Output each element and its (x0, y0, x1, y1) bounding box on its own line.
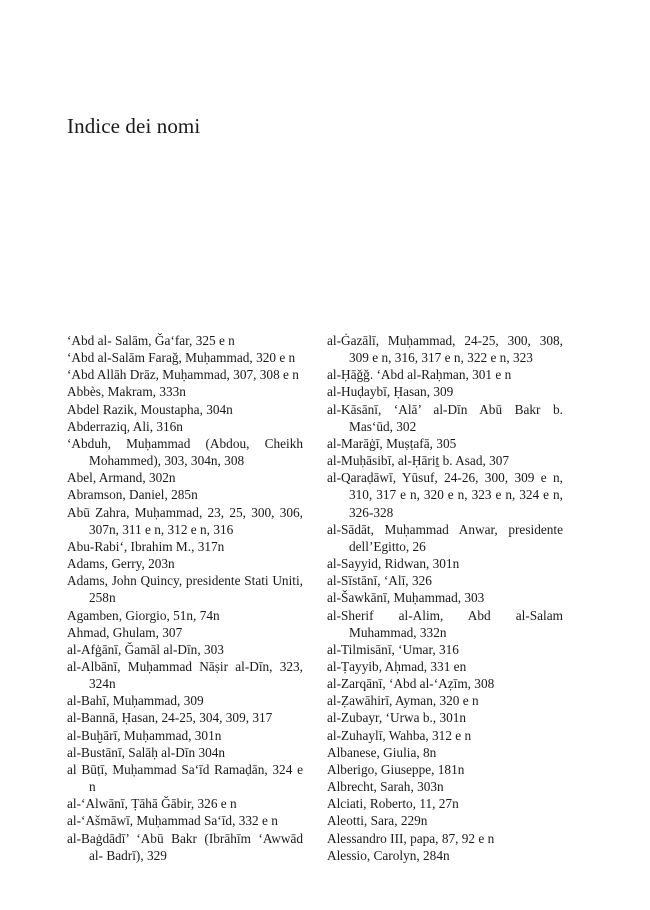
index-entry: Albrecht, Sarah, 303n (327, 779, 444, 795)
index-entry: ‘Abduh, Muḥammad (Abdou, Cheikh Mohammed), 303, 304n, 308 (67, 435, 303, 469)
index-entry: Alberigo, Giuseppe, 181n (327, 761, 465, 777)
index-entry: Abbès, Makram, 333n (67, 384, 186, 400)
index-entry: al-Šawkānī, Muḥammad, 303 (327, 590, 485, 606)
page-title: Indice dei nomi (67, 114, 201, 138)
index-entry: Ahmad, Ghulam, 307 (67, 624, 183, 640)
index-entry: Abdel Razik, Moustapha, 304n (67, 401, 233, 417)
index-entry: Abu-Rabi‘, Ibrahim M., 317n (67, 538, 225, 554)
index-column-left (67, 332, 303, 864)
index-entry: ‘Abd al-Salām Farağ, Muḥammad, 320 e n (67, 350, 296, 366)
index-entry: al-Tilmisānī, ‘Umar, 316 (327, 641, 459, 657)
index-entry: Alessandro III, papa, 87, 92 e n (327, 830, 495, 846)
index-entry: al-Bustānī, Salāḥ al-Dīn 304n (67, 744, 226, 760)
index-entry: al-Bannā, Ḥasan, 24-25, 304, 309, 317 (67, 710, 273, 726)
index-column-right (327, 332, 563, 864)
index-entry: Abramson, Daniel, 285n (67, 487, 198, 503)
index-entry: Agamben, Giorgio, 51n, 74n (67, 607, 220, 623)
index-entry: al-Zarqānī, ‘Abd al-‘Aẓīm, 308 (327, 676, 495, 692)
index-entry: Abderraziq, Ali, 316n (67, 418, 183, 434)
index-entry: Aleotti, Sara, 229n (327, 813, 428, 829)
index-entry: al-Huḍaybī, Ḥasan, 309 (327, 384, 454, 400)
index-entry: al Būṭī, Muḥammad Sa‘īd Ramaḍān, 324 e n (67, 761, 303, 795)
index-entry: al-Ẓawāhirī, Ayman, 320 e n (327, 693, 479, 709)
index-entry: al-Buḫārī, Muḥammad, 301n (67, 727, 222, 743)
index-entry: al-Ṭayyib, Aḥmad, 331 en (327, 658, 467, 674)
index-entry: al-Ḥāǧǧ. ‘Abd al-Raḥman, 301 e n (327, 367, 512, 383)
index-entry: al-Albānī, Muḥammad Nāṣir al-Dīn, 323, 324n (67, 658, 303, 692)
index-entry: al-Kāsānī, ‘Alā’ al-Dīn Abū Bakr b. Mas‘ūd, 302 (327, 401, 563, 434)
index-entry: al-Zuhaylī, Wahba, 312 e n (327, 727, 472, 743)
index-entry: al-Ġazālī, Muḥammad, 24-25, 300, 308, 309 e n, 316, 317 e n, 322 e n, 323 (327, 333, 563, 366)
index-entry: al-Baġdādī’ ‘Abū Bakr (Ibrāhīm ‘Awwād al- Badrī), 329 (67, 830, 303, 863)
index-entry: al-Muḥāsibī, al-Ḥāriṯ b. Asad, 307 (327, 453, 510, 469)
index-entry: al-Sīstānī, ‘Alī, 326 (327, 573, 432, 589)
index-entry: ‘Abd al- Salām, Ǧa‘far, 325 e n (67, 333, 235, 348)
index-entry: al-Zubayr, ‘Urwa b., 301n (327, 710, 467, 726)
index-entry: al-Sherif al-Alim, Abd al-Salam Muhammad, 332n (327, 607, 563, 640)
index-entry: al-‘Ašmāwī, Muḥammad Sa‘īd, 332 e n (67, 813, 278, 829)
index-entry: al-Afġānī, Ǧamāl al-Dīn, 303 (67, 641, 224, 657)
index-entry: Alessio, Carolyn, 284n (327, 847, 450, 863)
index-entry: Adams, Gerry, 203n (67, 556, 175, 572)
index-entry: Adams, John Quincy, presidente Stati Uniti, 258n (67, 573, 303, 606)
index-entry: al-Sādāt, Muḥammad Anwar, presidente dell’Egitto, 26 (327, 521, 563, 554)
index-entry: al-Bahī, Muḥammad, 309 (67, 693, 204, 709)
index-entry: al-Qaraḍāwī, Yūsuf, 24-26, 300, 309 e n, 310, 317 e n, 320 e n, 323 e n, 324 e n, 326-328 (327, 470, 563, 520)
index-entry: al-‘Alwānī, Ṭāhā Ǧābir, 326 e n (67, 796, 237, 812)
index-entry: Albanese, Giulia, 8n (327, 744, 437, 760)
index-entry: Alciati, Roberto, 11, 27n (327, 796, 459, 812)
index-entry: al-Marāġī, Muṣṭafā, 305 (327, 435, 457, 451)
index-entry: Abū Zahra, Muḥammad, 23, 25, 300, 306, 307n, 311 e n, 312 e n, 316 (67, 504, 303, 537)
index-entry: al-Sayyid, Ridwan, 301n (327, 556, 460, 572)
index-entry: ‘Abd Allāh Drāz, Muḥammad, 307, 308 e n (67, 367, 299, 383)
index-entry: Abel, Armand, 302n (67, 470, 176, 486)
